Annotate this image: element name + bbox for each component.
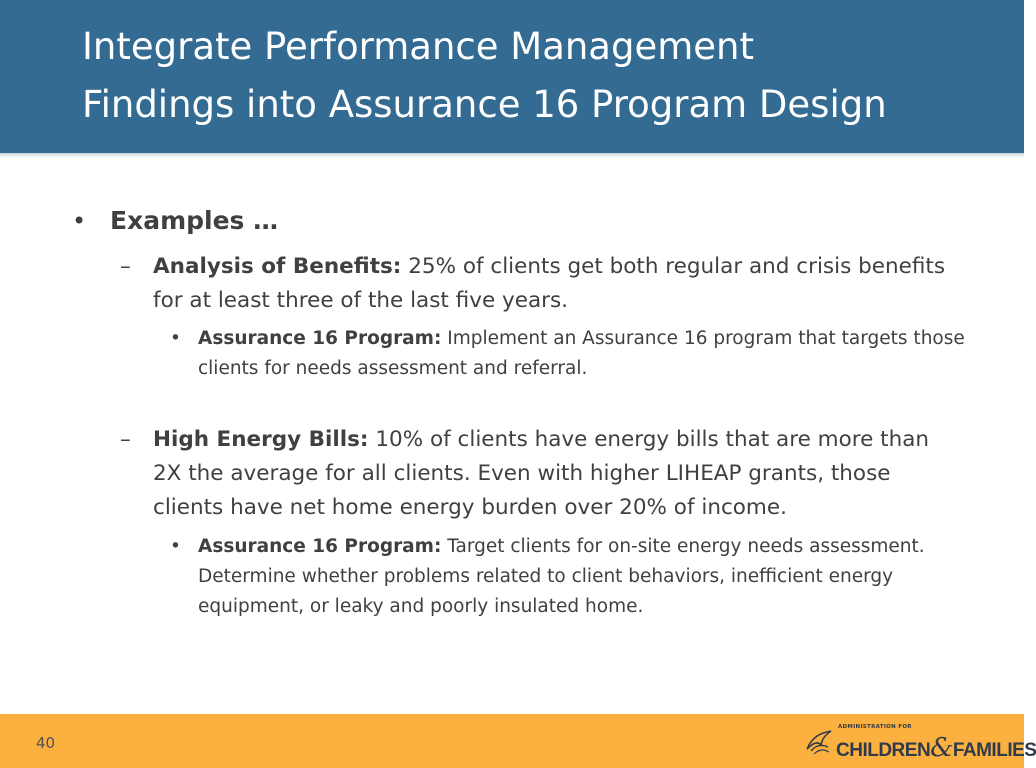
example-item-description: 10% of clients have energy bills that are more than 2X the average for all clients. Even with higher LIHEAP grants, those clients have net home energy burden over 20% of income. (153, 427, 930, 520)
sub-bullet-dot: • (170, 328, 181, 349)
logo-subtitle: ADMINISTRATION FOR (838, 724, 912, 730)
sub-bullet-dot: • (170, 536, 181, 557)
sub-item-description: Implement an Assurance 16 program that targets those clients for needs assessment and referral. (198, 328, 965, 379)
sub-item-label: Assurance 16 Program: (198, 328, 442, 349)
examples-heading: Examples … (110, 206, 279, 235)
logo-families: FAMILIES (952, 740, 1036, 761)
bullet-dot: • (72, 207, 87, 235)
sub-item-description: Target clients for on-site energy needs assessment. Determine whether problems related to client behaviors, inefficient energy equipment, or leaky and poorly insulated home. (198, 536, 925, 617)
example-item-label: Analysis of Benefits: (153, 254, 402, 279)
slide-title-line2: Findings into Assurance 16 Program Design (82, 83, 887, 126)
slide-title-line1: Integrate Performance Management (82, 25, 754, 68)
example-item-text (153, 423, 953, 525)
sub-item-text (198, 324, 968, 384)
sub-item-label: Assurance 16 Program: (198, 536, 442, 557)
example-item-text (153, 250, 953, 318)
page-number: 40 (36, 734, 56, 752)
example-item-label: High Energy Bills: (153, 427, 369, 452)
logo-children: CHILDREN (836, 740, 931, 761)
title-bar-shadow (0, 153, 1024, 158)
example-item-description: 25% of clients get both regular and crisis benefits for at least three of the last five years. (153, 254, 946, 313)
hhs-eagle-icon (804, 727, 834, 757)
logo-ampersand: & (930, 733, 953, 763)
dash-bullet: – (120, 254, 131, 279)
dash-bullet: – (120, 427, 131, 452)
sub-item-text (198, 532, 968, 622)
acf-logo (804, 722, 1036, 763)
slide-title (82, 18, 1002, 134)
logo-wordmark (836, 733, 1036, 763)
